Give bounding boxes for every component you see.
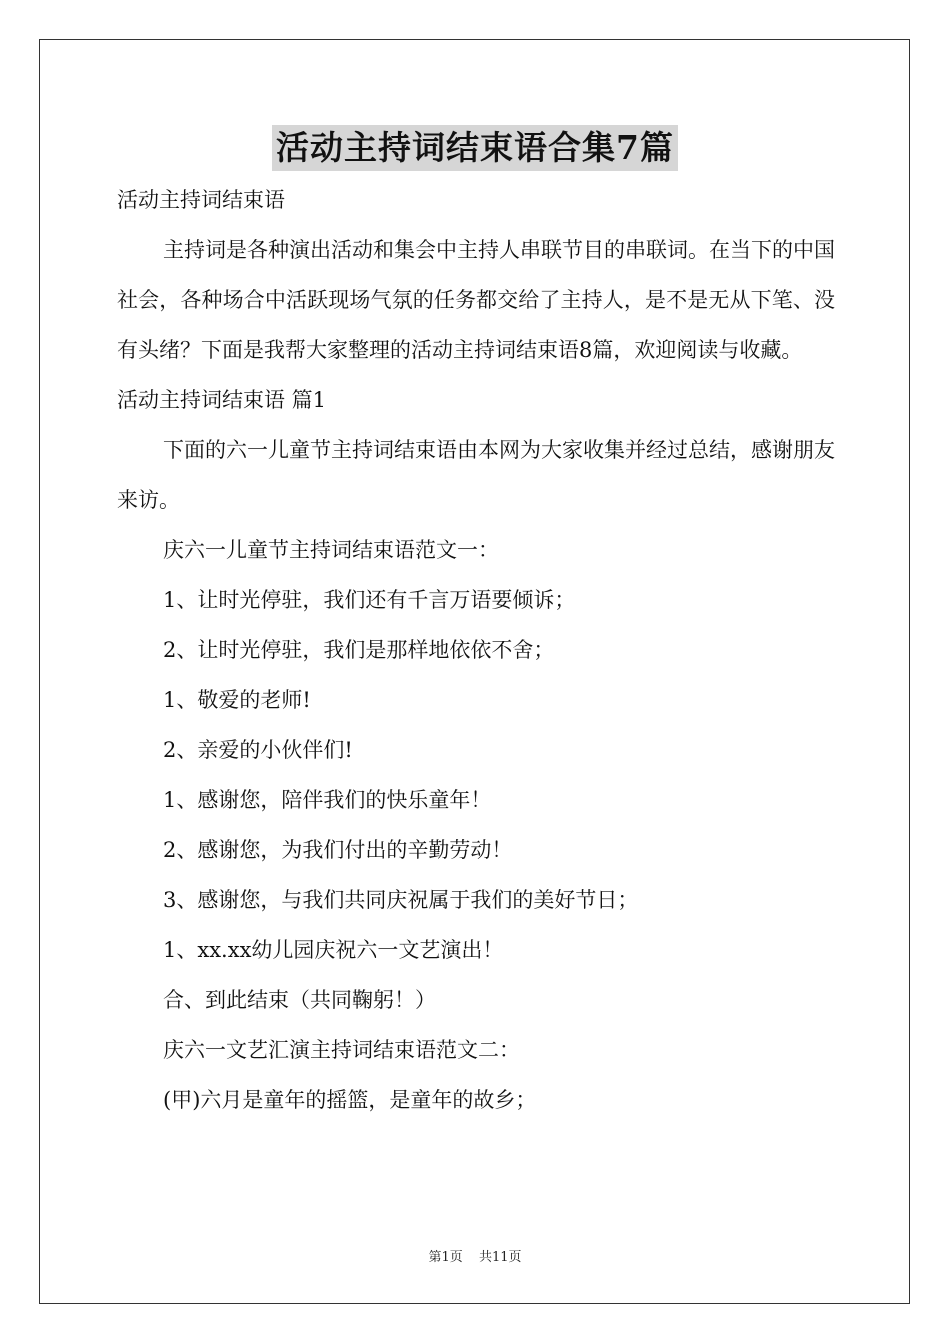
document-body: [117, 175, 835, 1125]
section-intro-paragraph: 下面的六一儿童节主持词结束语由本网为大家收集并经过总结，感谢朋友来访。: [117, 438, 835, 512]
list-item: 1、让时光停驻，我们还有千言万语要倾诉；: [163, 588, 576, 612]
sample-heading-2: 庆六一文艺汇演主持词结束语范文二：: [163, 1038, 520, 1062]
page-footer: [0, 1246, 950, 1265]
page-number: 第1页: [428, 1250, 463, 1265]
page-total: 共11页: [478, 1250, 522, 1265]
list-item: 2、亲爱的小伙伴们!: [163, 738, 353, 762]
list-item: 合、到此结束（共同鞠躬！）: [163, 988, 436, 1012]
list-item: (甲)六月是童年的摇篮，是童年的故乡；: [163, 1088, 537, 1112]
section-heading-1: 活动主持词结束语 篇1: [117, 388, 327, 412]
intro-paragraph: 主持词是各种演出活动和集会中主持人串联节目的串联词。在当下的中国社会，各种场合中活跃现场气氛的任务都交给了主持人，是不是无从下笔、没有头绪？下面是我帮大家整理的活动主持词结束语8篇，欢迎阅读与收藏。: [117, 238, 835, 362]
list-item: 2、感谢您，为我们付出的辛勤劳动！: [163, 838, 513, 862]
list-item: 1、xx.xx幼儿园庆祝六一文艺演出！: [163, 938, 504, 962]
heading-activity-closing: 活动主持词结束语: [117, 188, 285, 212]
title-wrap: [0, 125, 950, 171]
list-item: 1、敬爱的老师!: [163, 688, 311, 712]
list-item: 2、让时光停驻，我们是那样地依依不舍；: [163, 638, 555, 662]
list-item: 1、感谢您，陪伴我们的快乐童年！: [163, 788, 492, 812]
sample-heading-1: 庆六一儿童节主持词结束语范文一：: [163, 538, 499, 562]
document-title: 活动主持词结束语合集7篇: [272, 125, 678, 171]
list-item: 3、感谢您，与我们共同庆祝属于我们的美好节日；: [163, 888, 639, 912]
